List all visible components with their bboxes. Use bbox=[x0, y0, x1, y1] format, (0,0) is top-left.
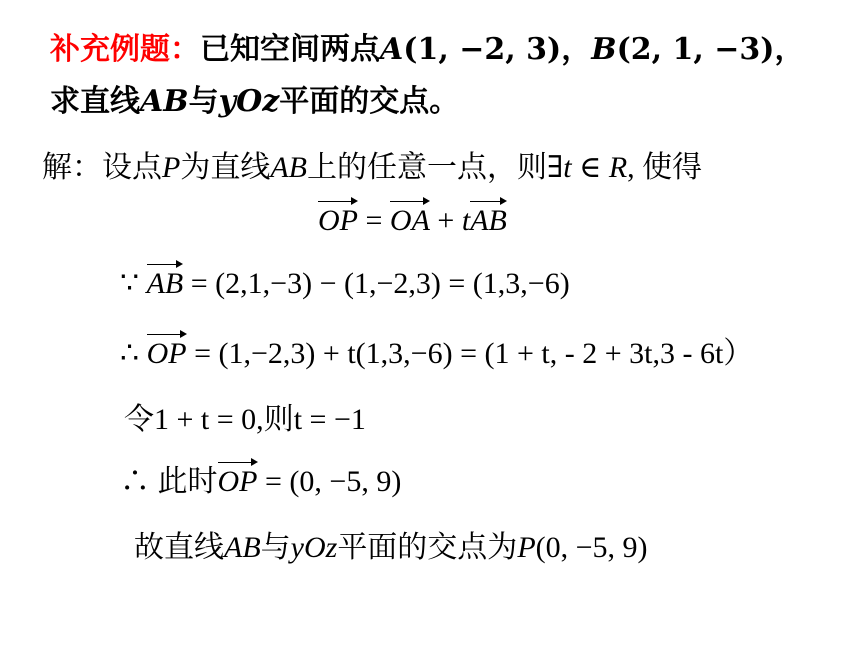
conclusion-ab: AB bbox=[224, 531, 261, 564]
line-ab-name: AB bbox=[140, 84, 189, 119]
problem-lead: 已知空间两点 bbox=[200, 32, 380, 67]
conclusion-lead: 故直线 bbox=[134, 531, 224, 564]
problem-line2-lead: 求直线 bbox=[50, 84, 140, 119]
intro-r: R bbox=[608, 151, 628, 184]
point-a-coords: (1, −2, 3) bbox=[403, 32, 562, 67]
problem-line-2 bbox=[50, 76, 459, 120]
conclusion-coords: (0, −5, 9) bbox=[535, 531, 648, 564]
equation-5 bbox=[120, 456, 401, 500]
conclusion bbox=[134, 522, 648, 566]
intro-ab: AB bbox=[270, 151, 307, 184]
exists-symbol: ∃ bbox=[546, 151, 564, 184]
intro-p: P bbox=[162, 151, 181, 184]
point-a-name: A bbox=[380, 32, 404, 67]
let-word: 令 bbox=[124, 403, 154, 436]
eq1-equals: = bbox=[358, 204, 390, 237]
point-separator: ， bbox=[561, 32, 592, 67]
eq1-plus: + bbox=[429, 204, 462, 237]
point-b-coords: (2, 1, −3) bbox=[616, 32, 775, 67]
conclusion-p: P bbox=[517, 531, 536, 564]
line1-end: ， bbox=[774, 32, 805, 67]
conclusion-tail: 平面的交点为 bbox=[337, 531, 518, 564]
eq1-t: t bbox=[461, 204, 471, 237]
eq4-result: t = −1 bbox=[293, 403, 366, 436]
conclusion-mid: 与 bbox=[260, 531, 291, 564]
equation-2 bbox=[120, 266, 570, 301]
vector-op: OP bbox=[146, 337, 187, 370]
intro-tail: 上的任意一点，则 bbox=[306, 151, 547, 184]
intro-lead: 解：设点 bbox=[42, 151, 162, 184]
therefore-symbol: ∴ bbox=[120, 465, 158, 498]
eq4-expr: 1 + t = 0, bbox=[154, 403, 264, 436]
problem-line2-mid: 与 bbox=[188, 84, 219, 119]
problem-line2-tail: 平面的交点。 bbox=[279, 84, 460, 119]
element-of-symbol: ∈ bbox=[571, 151, 609, 184]
vector-op: OP bbox=[318, 204, 358, 237]
then-word: 则 bbox=[263, 403, 294, 436]
conclusion-yoz: yOz bbox=[290, 531, 338, 564]
now-word: 此时 bbox=[157, 465, 218, 498]
equation-3 bbox=[120, 328, 753, 372]
vector-op: OP bbox=[217, 465, 258, 498]
solution-intro bbox=[42, 142, 702, 186]
point-b-name: B bbox=[591, 32, 617, 67]
vector-ab: AB bbox=[470, 204, 507, 237]
intro-end: , 使得 bbox=[627, 151, 703, 184]
intro-t: t bbox=[563, 151, 572, 184]
eq3-rhs: = (1,−2,3) + t(1,3,−6) = (1 + t, - 2 + 3t,3 - 6t） bbox=[186, 337, 754, 370]
vector-ab: AB bbox=[146, 267, 184, 300]
vector-oa: OA bbox=[389, 204, 430, 237]
problem-label: 补充例题： bbox=[50, 32, 200, 67]
intro-mid: 为直线 bbox=[180, 151, 271, 184]
eq5-rhs: = (0, −5, 9) bbox=[257, 465, 402, 498]
problem-line-1 bbox=[50, 24, 805, 68]
therefore-symbol: ∴ bbox=[120, 337, 147, 370]
equation-4 bbox=[124, 394, 366, 438]
because-symbol: ∵ bbox=[120, 267, 147, 300]
eq2-rhs: = (2,1,−3) − (1,−2,3) = (1,3,−6) bbox=[183, 267, 570, 300]
equation-1 bbox=[318, 204, 507, 238]
plane-name: yOz bbox=[218, 84, 280, 119]
